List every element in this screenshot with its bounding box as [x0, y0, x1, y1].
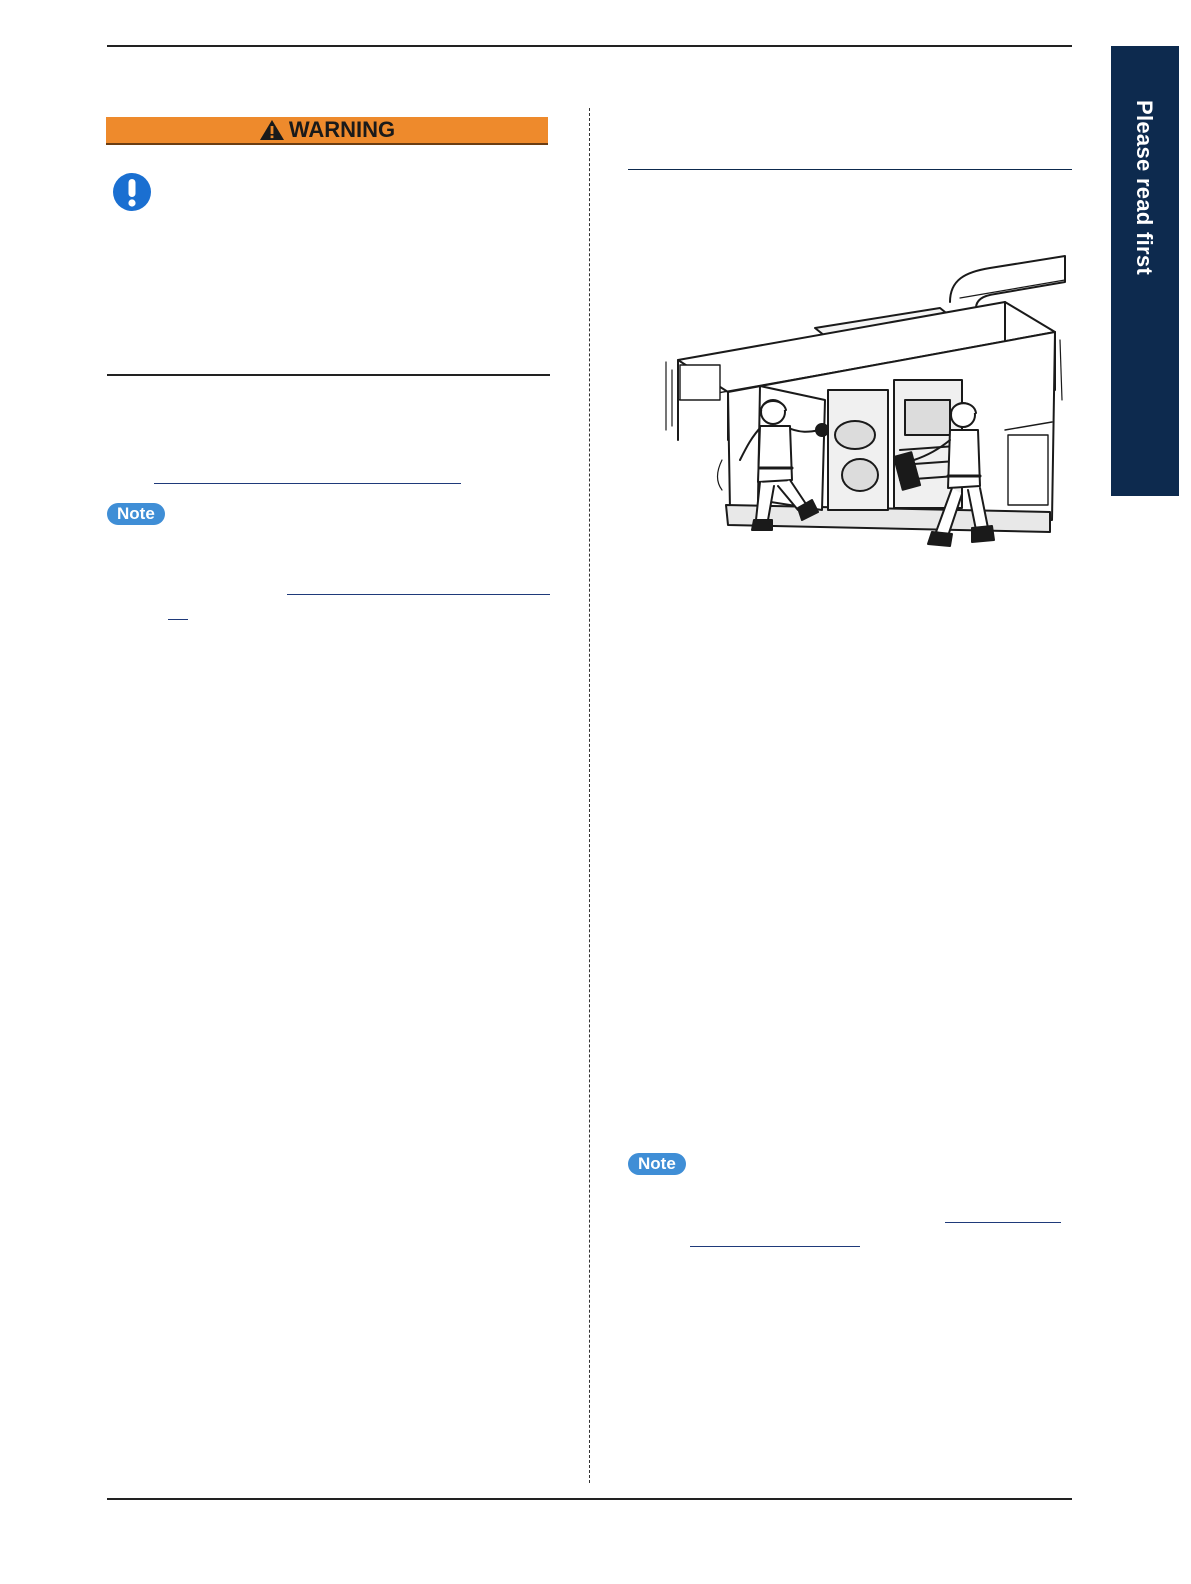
- link-underline[interactable]: [287, 594, 550, 595]
- link-underline[interactable]: [690, 1246, 860, 1247]
- side-tab-label: Please read first: [1132, 100, 1157, 276]
- column-divider: [589, 108, 590, 1483]
- warning-label: WARNING: [288, 117, 396, 142]
- note-badge: Note: [107, 503, 165, 525]
- link-underline[interactable]: [168, 619, 188, 620]
- generator-workers-illustration: [660, 250, 1070, 570]
- right-section-rule: [628, 169, 1072, 170]
- footer-rule: [107, 1498, 1072, 1500]
- link-underline[interactable]: [154, 483, 461, 484]
- header-rule: [107, 45, 1072, 47]
- warning-triangle-icon: [259, 119, 285, 141]
- exclamation-circle-icon: [112, 172, 152, 212]
- warning-banner: [106, 117, 548, 145]
- note-badge: Note: [628, 1153, 686, 1175]
- link-underline[interactable]: [945, 1222, 1061, 1223]
- section-rule: [107, 374, 550, 376]
